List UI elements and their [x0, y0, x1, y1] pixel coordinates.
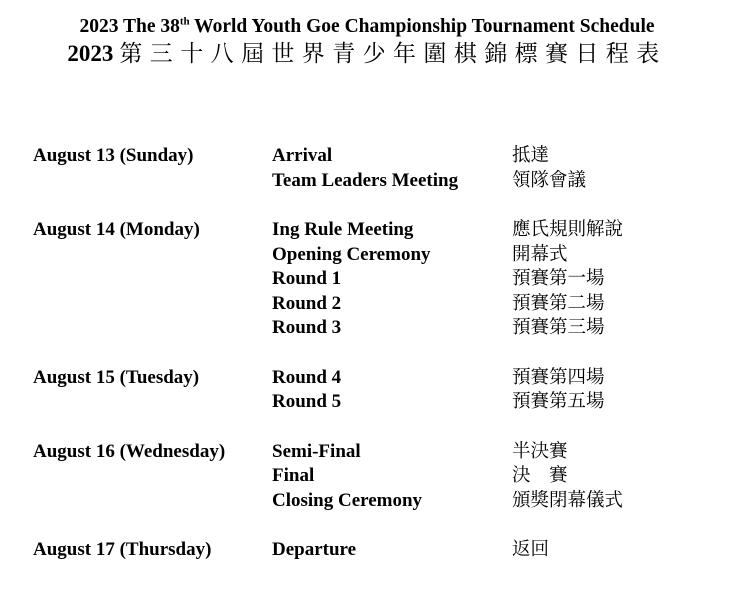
event-name-english: Round 5: [272, 391, 342, 412]
day-group: [33, 440, 713, 514]
event-name-english: Closing Ceremony: [272, 489, 423, 511]
event-name-chinese: 預賽第一場: [512, 268, 605, 289]
event-name-english: Round 1: [272, 268, 342, 289]
event-name-chinese: 頒獎閉幕儀式: [512, 489, 624, 511]
event-row: [33, 538, 713, 563]
event-name-english: Opening Ceremony: [272, 243, 431, 265]
event-name-chinese: 決 賽: [512, 465, 568, 486]
event-name-english: Round 4: [272, 366, 342, 388]
day-group: [33, 366, 713, 415]
event-name-english: Round 3: [272, 317, 342, 338]
day-label: August 16 (Wednesday): [33, 440, 226, 462]
event-name-chinese: 開幕式: [512, 243, 568, 265]
day-label: August 15 (Tuesday): [33, 366, 200, 388]
day-label: August 17 (Thursday): [33, 539, 212, 560]
event-name-english: Team Leaders Meeting: [272, 169, 459, 191]
event-row: [33, 144, 713, 169]
event-name-english: Arrival: [272, 145, 333, 166]
event-name-chinese: 抵達: [512, 145, 550, 166]
day-group: [33, 538, 713, 563]
event-row: [33, 464, 713, 489]
event-name-english: Round 2: [272, 292, 342, 314]
title-zh-year: 2023: [67, 41, 114, 66]
event-row: [33, 243, 713, 268]
title-en-prefix: 2023 The 38: [79, 16, 180, 37]
day-group: [33, 218, 713, 341]
event-name-english: Final: [272, 465, 315, 486]
event-row: [33, 267, 713, 292]
title-en-superscript: th: [179, 15, 190, 28]
event-name-chinese: 預賽第三場: [512, 317, 605, 338]
title-en-suffix: World Youth Goe Championship Tournament Schedule: [189, 16, 655, 37]
day-group: [33, 144, 713, 193]
event-name-chinese: 應氏規則解說: [512, 219, 624, 240]
event-row: [33, 169, 713, 194]
event-name-chinese: 預賽第四場: [512, 366, 605, 388]
event-name-english: Ing Rule Meeting: [272, 219, 414, 240]
document-title-chinese: [0, 40, 734, 68]
day-label: August 14 (Monday): [33, 219, 200, 240]
event-row: [33, 366, 713, 391]
day-label: August 13 (Sunday): [33, 145, 194, 166]
event-name-chinese: 返回: [512, 539, 550, 560]
event-row: [33, 292, 713, 317]
title-zh-text: 第三十八屆世界青少年圍棋錦標賽日程表: [119, 41, 667, 67]
event-row: [33, 218, 713, 243]
event-name-chinese: 領隊會議: [512, 169, 587, 191]
event-row: [33, 440, 713, 465]
event-row: [33, 316, 713, 341]
event-name-english: Departure: [272, 539, 357, 560]
event-name-chinese: 半決賽: [512, 440, 568, 462]
document-title-english: [0, 15, 734, 39]
event-name-english: Semi-Final: [272, 440, 361, 462]
schedule-table: [33, 144, 713, 588]
event-row: [33, 489, 713, 514]
event-row: [33, 390, 713, 415]
event-name-chinese: 預賽第二場: [512, 292, 605, 314]
event-name-chinese: 預賽第五場: [512, 391, 605, 412]
